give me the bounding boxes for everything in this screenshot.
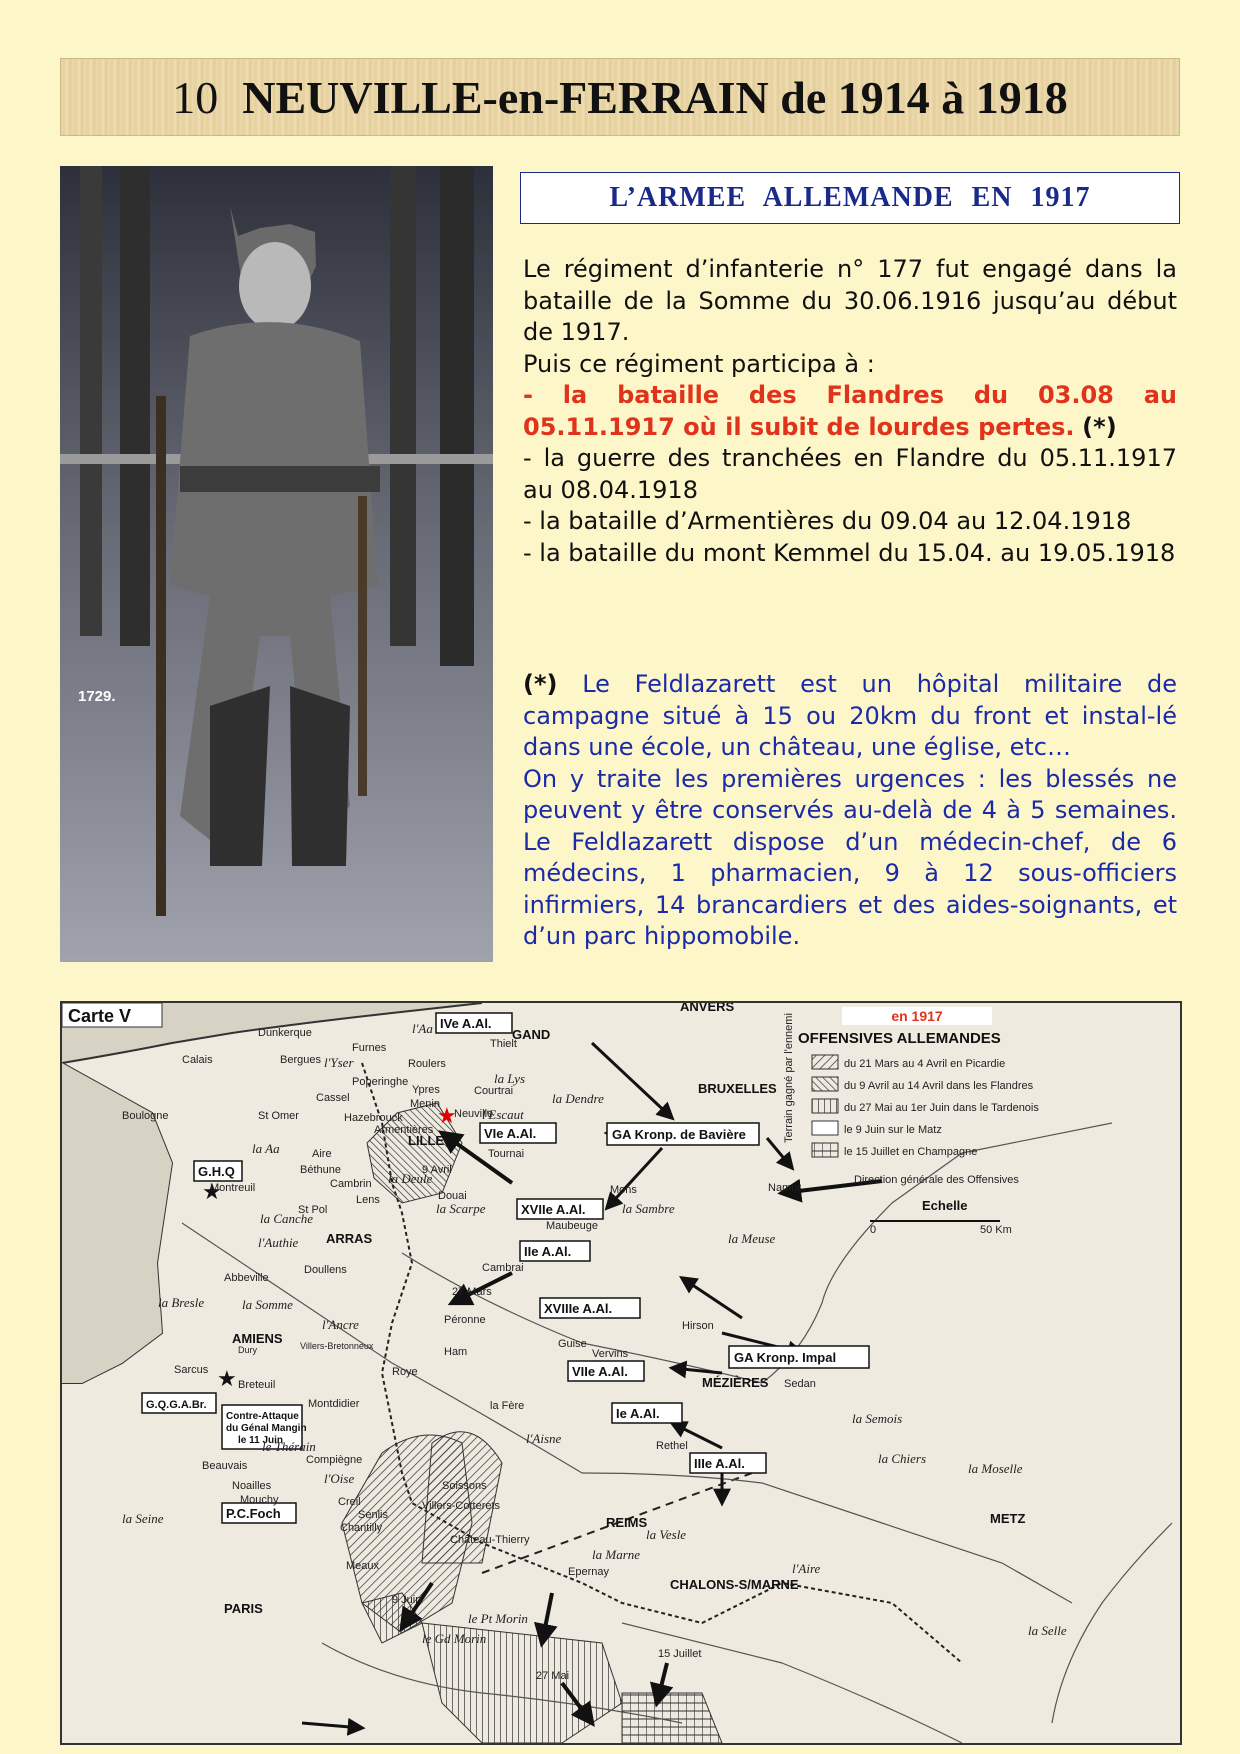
army-1: Ie A.Al. (616, 1406, 660, 1421)
city-guise: Guise (558, 1338, 587, 1350)
city-doullens: Doullens (304, 1264, 347, 1276)
city-peronne: Péronne (444, 1314, 486, 1326)
city-amiens: AMIENS (232, 1331, 283, 1346)
city-epernay: Epernay (568, 1566, 609, 1578)
body-paragraph-5: - la bataille d’Armentières du 09.04 au 12.04.1918 (523, 507, 1132, 535)
counter-attack-3: le 11 Juin (238, 1435, 284, 1446)
river-label: l'Aire (792, 1561, 821, 1576)
city-boulogne: Boulogne (122, 1110, 169, 1122)
city-rethel: Rethel (656, 1440, 688, 1452)
legend-terrain: Terrain gagné par l'ennemi (783, 1013, 795, 1143)
river-label: l'Escaut (482, 1107, 524, 1122)
legend-item-1: du 21 Mars au 4 Avril en Picardie (844, 1058, 1006, 1070)
city-villers-bretonneux: Villers-Bretonneux (300, 1341, 374, 1351)
river-label: l'Ancre (322, 1317, 359, 1332)
counter-attack-2: du Génal Mangin (226, 1423, 307, 1434)
city-ham: Ham (444, 1346, 468, 1358)
map-carte-label: Carte V (68, 1006, 132, 1026)
city-lens: Lens (356, 1194, 380, 1206)
river-label: l'Authie (258, 1235, 299, 1250)
city-douai: Douai (438, 1190, 467, 1202)
river-label: l'Aa (412, 1021, 433, 1036)
city-chalons: CHALONS-S/MARNE (670, 1577, 799, 1592)
city-cambrin: Cambrin (330, 1178, 372, 1190)
city-poperinghe: Poperinghe (352, 1076, 409, 1088)
scale-zero: 0 (870, 1224, 877, 1236)
print-code: 1729. (78, 688, 116, 705)
date-label: 27 Mai (536, 1670, 570, 1682)
city-gand: GAND (512, 1027, 551, 1042)
city-stpol: St Pol (298, 1204, 328, 1216)
army-3: IIIe A.Al. (694, 1456, 745, 1471)
river-label: la Somme (242, 1297, 293, 1312)
city-bruxelles: BRUXELLES (698, 1081, 777, 1096)
hq-foch: P.C.Foch (226, 1506, 281, 1521)
river-label: la Selle (1028, 1623, 1067, 1638)
footnote (523, 669, 1177, 953)
city-neuville: Neuville (454, 1108, 494, 1120)
river-label: la Sambre (622, 1201, 675, 1216)
river-label: la Meuse (728, 1231, 776, 1246)
river-label: la Chiers (878, 1451, 927, 1466)
page-header (60, 58, 1180, 136)
river-label: la Lys (494, 1071, 526, 1086)
map-offensives-1918 (60, 1001, 1182, 1745)
footnote-mark: (*) (1082, 412, 1117, 441)
river-label: la Moselle (968, 1461, 1023, 1476)
city-calais: Calais (182, 1054, 213, 1066)
body-paragraph-3 (523, 380, 1177, 443)
map-year-label: en 1917 (891, 1008, 943, 1024)
city-beauvais: Beauvais (202, 1460, 248, 1472)
city-compiegne: Compiègne (306, 1454, 363, 1466)
city-chateau: Château-Thierry (450, 1534, 530, 1546)
city-meaux: Meaux (346, 1560, 380, 1572)
city-dury: Dury (238, 1345, 258, 1355)
body-paragraph-1: Le régiment d’infanterie n° 177 fut engagé dans la bataille de la Somme du 30.06.1916 jusqu’au début de 1917. (523, 255, 1177, 346)
city-cassel: Cassel (316, 1092, 350, 1104)
river-label: la Scarpe (436, 1201, 486, 1216)
soldier-photo (60, 166, 493, 962)
city-bergues: Bergues (280, 1054, 321, 1066)
group-bavaria: GA Kronp. de Bavière (612, 1127, 746, 1142)
city-mons: Mons (610, 1184, 637, 1196)
hq-ghq: G.H.Q (198, 1164, 235, 1179)
flanders-battle-text: - la bataille des Flandres du 03.08 au 05.11.1917 où il subit de lourdes pertes. (523, 381, 1177, 441)
river-label: l'Oise (324, 1471, 355, 1486)
river-label: la Seine (122, 1511, 164, 1526)
legend-item-4: le 9 Juin sur le Matz (844, 1124, 942, 1136)
footnote-text-1: Le Feldlazarett est un hôpital militaire de campagne situé à 15 ou 20km du front et instal-lé dans une école, un château, une église, etc… (523, 670, 1177, 761)
river-label: la Canche (260, 1211, 314, 1226)
river-label: la Dendre (552, 1091, 604, 1106)
body-paragraph-6: - la bataille du mont Kemmel du 15.04. au 19.05.1918 (523, 538, 1176, 567)
legend-item-5: le 15 Juillet en Champagne (844, 1146, 978, 1158)
river-label: l'Yser (324, 1055, 354, 1070)
river-label: la Bresle (158, 1295, 205, 1310)
city-creil: Creil (338, 1496, 361, 1508)
army-18: XVIIIe A.Al. (544, 1301, 613, 1316)
city-chantilly: Chantilly (340, 1522, 383, 1534)
page-number: 10 (172, 71, 219, 123)
city-stomer: St Omer (258, 1110, 299, 1122)
legend-item-6: Direction générale des Offensives (854, 1174, 1019, 1186)
city-furnes: Furnes (352, 1042, 387, 1054)
legend-item-2: du 9 Avril au 14 Avril dans les Flandres (844, 1080, 1034, 1092)
city-mouchy: Mouchy (240, 1494, 279, 1506)
river-label: le Gd Morin (422, 1631, 487, 1646)
city-roulers: Roulers (408, 1058, 446, 1070)
city-lille: LILLE (408, 1133, 445, 1148)
river-label: la Vesle (646, 1527, 687, 1542)
army-17: XVIIe A.Al. (521, 1202, 586, 1217)
army-7: VIIe A.Al. (572, 1364, 628, 1379)
river-label: la Marne (592, 1547, 641, 1562)
city-vervins: Vervins (592, 1348, 629, 1360)
city-breteuil: Breteuil (238, 1379, 276, 1391)
army-2: IIe A.Al. (524, 1244, 572, 1259)
city-noailles: Noailles (232, 1480, 272, 1492)
date-label: 15 Juillet (658, 1648, 702, 1660)
city-mezieres: MÉZIÈRES (702, 1375, 769, 1390)
star-icon: ★ (202, 1180, 222, 1205)
army-6: VIe A.Al. (484, 1126, 537, 1141)
scale-50: 50 Km (980, 1224, 1012, 1236)
group-imperial: GA Kronp. Impal (734, 1350, 837, 1365)
city-anvers: ANVERS (680, 1003, 735, 1014)
city-roye: Roye (392, 1366, 418, 1378)
city-bethune: Béthune (300, 1164, 341, 1176)
river-label: la Deule (388, 1171, 433, 1186)
city-thielt: Thielt (490, 1038, 517, 1050)
city-tournai: Tournai (488, 1148, 525, 1160)
date-label: 9 Avril (422, 1164, 452, 1176)
city-dunkerque: Dunkerque (258, 1027, 312, 1039)
river-label: la Aa (252, 1141, 280, 1156)
city-soissons: Soissons (442, 1480, 487, 1492)
river-label: l'Aisne (526, 1431, 562, 1446)
body-paragraph-2: Puis ce régiment participa à : (523, 349, 875, 378)
neuville-star-icon: ★ (437, 1104, 457, 1129)
city-sarcus: Sarcus (174, 1364, 209, 1376)
city-reims: REIMS (606, 1515, 648, 1530)
city-hirson: Hirson (682, 1320, 714, 1332)
section-title: L’ARMEE ALLEMANDE EN 1917 (520, 172, 1180, 224)
city-maubeuge: Maubeuge (546, 1220, 598, 1232)
scale-label: Echelle (922, 1198, 968, 1213)
body-paragraph-4: - la guerre des tranchées en Flandre du 05.11.1917 au 08.04.1918 (523, 444, 1177, 504)
legend-item-3: du 27 Mai au 1er Juin dans le Tardenois (844, 1102, 1039, 1114)
body-text (523, 254, 1177, 569)
city-abbeville: Abbeville (224, 1272, 269, 1284)
city-menin: Menin (410, 1098, 440, 1110)
city-armentieres: Armentières (374, 1124, 434, 1136)
city-montreuil: Montreuil (210, 1182, 256, 1194)
city-courtrai: Courtrai (474, 1085, 514, 1097)
city-aire: Aire (312, 1148, 332, 1160)
city-cambrai: Cambrai (482, 1262, 524, 1274)
footnote-mark: (*) (523, 670, 558, 698)
city-lafere: la Fère (490, 1400, 525, 1412)
river-label: le Thérain (262, 1439, 316, 1454)
date-label: 9 Juin (392, 1594, 422, 1606)
counter-attack-1: Contre-Attaque (226, 1411, 299, 1422)
city-sedan: Sedan (784, 1378, 816, 1390)
footnote-text-2: On y traite les premières urgences : les blessés ne peuvent y être conservés au-delà de 4 à 5 semaines. Le Feldlazarett dispose d’un médecin-chef, de 6 médecins, 1 pharmacien, 9 à 12 sous-officiers infirmiers, 14 brancardiers et des aides-soignants, et d’un parc hippomobile. (523, 764, 1177, 950)
legend-title: OFFENSIVES ALLEMANDES (798, 1030, 1001, 1047)
city-paris: PARIS (224, 1601, 263, 1616)
city-villers: Villers-Cotterets (422, 1500, 501, 1512)
river-label: la Semois (852, 1411, 903, 1426)
river-label: le Pt Morin (468, 1611, 528, 1626)
page-title: NEUVILLE-en-FERRAIN de 1914 à 1918 (242, 71, 1068, 123)
army-4: IVe A.Al. (440, 1016, 492, 1031)
city-montdidier: Montdidier (308, 1398, 360, 1410)
city-namur: Namur (768, 1182, 802, 1194)
city-hazebrouck: Hazebrouck (344, 1112, 403, 1124)
city-senlis: Senlis (358, 1509, 388, 1521)
star-icon: ★ (217, 1367, 237, 1392)
date-label: 27 Mars (452, 1286, 492, 1298)
city-arras: ARRAS (326, 1231, 373, 1246)
map-svg (62, 1003, 1180, 1743)
city-ypres: Ypres (412, 1084, 440, 1096)
city-metz: METZ (990, 1511, 1026, 1526)
hq-gqg: G.Q.G.A.Br. (146, 1399, 207, 1411)
